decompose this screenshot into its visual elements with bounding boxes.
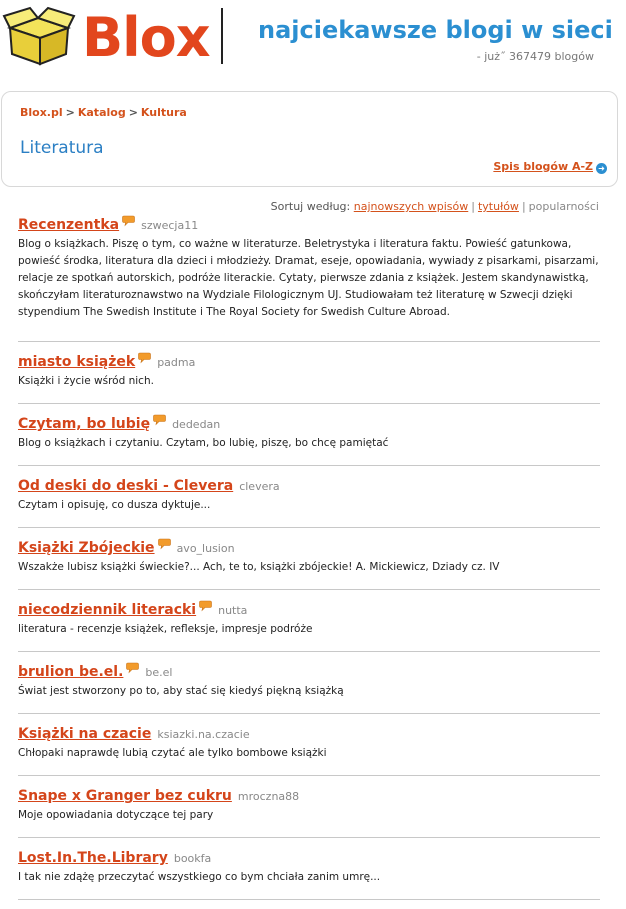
blog-author[interactable]: szwecja11	[141, 219, 199, 232]
blog-description: literatura - recenzje książek, refleksje, impresje podróże	[18, 623, 313, 635]
blog-author[interactable]: mroczna88	[237, 790, 300, 803]
sort-popularity[interactable]: popularności	[528, 200, 599, 213]
blog-description: Książki i życie wśród nich.	[18, 375, 154, 387]
blog-description: Czytam i opisuję, co dusza dyktuje...	[18, 499, 211, 511]
blog-title-row	[18, 723, 600, 745]
blog-author[interactable]: be.el	[145, 666, 173, 679]
blog-title-link[interactable]: brulion be.el.	[18, 664, 124, 680]
box-logo-icon[interactable]	[2, 6, 76, 66]
site-tagline: najciekawsze blogi w sieci	[258, 16, 613, 44]
sort-titles[interactable]: tytułów	[477, 200, 519, 213]
list-item	[18, 785, 600, 838]
list-item	[18, 214, 600, 342]
blog-author[interactable]: clevera	[239, 480, 280, 493]
list-item	[18, 413, 600, 466]
blog-description: Świat jest stworzony po to, aby stać się kiedyś piękną książką	[18, 685, 344, 697]
az-index-link[interactable]	[493, 160, 607, 174]
breadcrumb-blox[interactable]: Blox.pl	[20, 106, 63, 119]
comment-bubble-icon[interactable]	[126, 662, 139, 673]
blog-title-link[interactable]: Książki na czacie	[18, 726, 152, 742]
blog-title-link[interactable]: Snape x Granger bez cukru	[18, 788, 232, 804]
blog-list	[18, 214, 600, 909]
blog-title-row	[18, 785, 600, 807]
blog-title-link[interactable]: Książki Zbójeckie	[18, 540, 155, 556]
blog-description: Moje opowiadania dotyczące tej pary	[18, 809, 214, 821]
list-item	[18, 723, 600, 776]
breadcrumb-separator: >	[65, 106, 75, 119]
blog-author[interactable]: nutta	[218, 604, 248, 617]
breadcrumb	[20, 106, 187, 119]
breadcrumb-separator: >	[128, 106, 138, 119]
blog-title-link[interactable]: Lost.In.The.Library	[18, 850, 168, 866]
sort-label: Sortuj według:	[270, 200, 351, 213]
list-item	[18, 847, 600, 900]
blog-title-row	[18, 413, 600, 435]
list-item	[18, 475, 600, 528]
breadcrumb-kultura[interactable]: Kultura	[140, 106, 187, 119]
sort-separator: |	[471, 200, 475, 213]
blog-description: Wszakże lubisz książki świeckie?... Ach, te to, książki zbójeckie! A. Mickiewicz, Dziady cz. IV	[18, 561, 500, 573]
blog-title-link[interactable]: miasto książek	[18, 354, 136, 370]
comment-bubble-icon[interactable]	[138, 352, 151, 363]
sort-bar	[271, 200, 599, 213]
arrow-right-icon: ➜	[596, 163, 607, 174]
blog-title-row	[18, 537, 600, 559]
blog-author[interactable]: dededan	[172, 418, 221, 431]
comment-bubble-icon[interactable]	[122, 215, 135, 226]
list-item	[18, 661, 600, 714]
page-title: Literatura	[20, 138, 104, 158]
site-header	[0, 0, 626, 80]
blog-author[interactable]: bookfa	[173, 852, 212, 865]
blog-title-row	[18, 214, 600, 236]
blog-description: Blog o książkach i czytaniu. Czytam, bo lubię, piszę, bo chcę pamiętać	[18, 437, 389, 449]
list-item	[18, 537, 600, 590]
blog-title-link[interactable]: Czytam, bo lubię	[18, 416, 151, 432]
comment-bubble-icon[interactable]	[153, 414, 166, 425]
blog-description: Blog o książkach. Piszę o tym, co ważne w literaturze. Beletrystyka i literatura faktu. Powieść gatunkowa, powieść środka, literatura dla dzieci i młodzieży. Dramat, eseje, opowiadania, wywiady z pisarkami, pisarzami, relacje ze spotkań autorskich, podróże literackie. Cytaty, pierwsze zdania z książek. Jestem skandynawistką, skończyłam literaturoznawstwo na Wydziale Filologicznym UJ. Studiowałam też literaturę w Szwecji dzięki stypendium The Swedish Institute i The Royal Society for Swedish Culture Abroad.	[18, 238, 599, 318]
blog-title-link[interactable]: Od deski do deski - Clevera	[18, 478, 234, 494]
blog-author[interactable]: ksiazki.na.czacie	[157, 728, 250, 741]
blog-title-row	[18, 661, 600, 683]
header-divider	[221, 8, 223, 64]
comment-bubble-icon[interactable]	[199, 600, 212, 611]
blog-title-link[interactable]: niecodziennik literacki	[18, 602, 197, 618]
sort-separator: |	[521, 200, 526, 213]
blog-title-row	[18, 351, 600, 373]
blog-author[interactable]: avo_lusion	[176, 542, 235, 555]
list-item	[18, 351, 600, 404]
blog-title-link[interactable]: Recenzentka	[18, 217, 120, 233]
blog-count: - już˝ 367479 blogów	[476, 50, 594, 63]
blog-title-row	[18, 599, 600, 621]
site-logo[interactable]: Blox	[82, 6, 210, 69]
list-item	[18, 599, 600, 652]
blog-description: Chłopaki naprawdę lubią czytać ale tylko bombowe książki	[18, 747, 327, 759]
blog-title-row	[18, 475, 600, 497]
breadcrumb-katalog[interactable]: Katalog	[77, 106, 126, 119]
blog-title-row	[18, 847, 600, 869]
category-panel	[1, 91, 618, 187]
comment-bubble-icon[interactable]	[158, 538, 171, 549]
blog-description: I tak nie zdążę przeczytać wszystkiego co bym chciała zanim umrę...	[18, 871, 381, 883]
blog-author[interactable]: padma	[157, 356, 196, 369]
az-index-label: Spis blogów A-Z	[493, 160, 593, 173]
sort-newest[interactable]: najnowszych wpisów	[353, 200, 469, 213]
